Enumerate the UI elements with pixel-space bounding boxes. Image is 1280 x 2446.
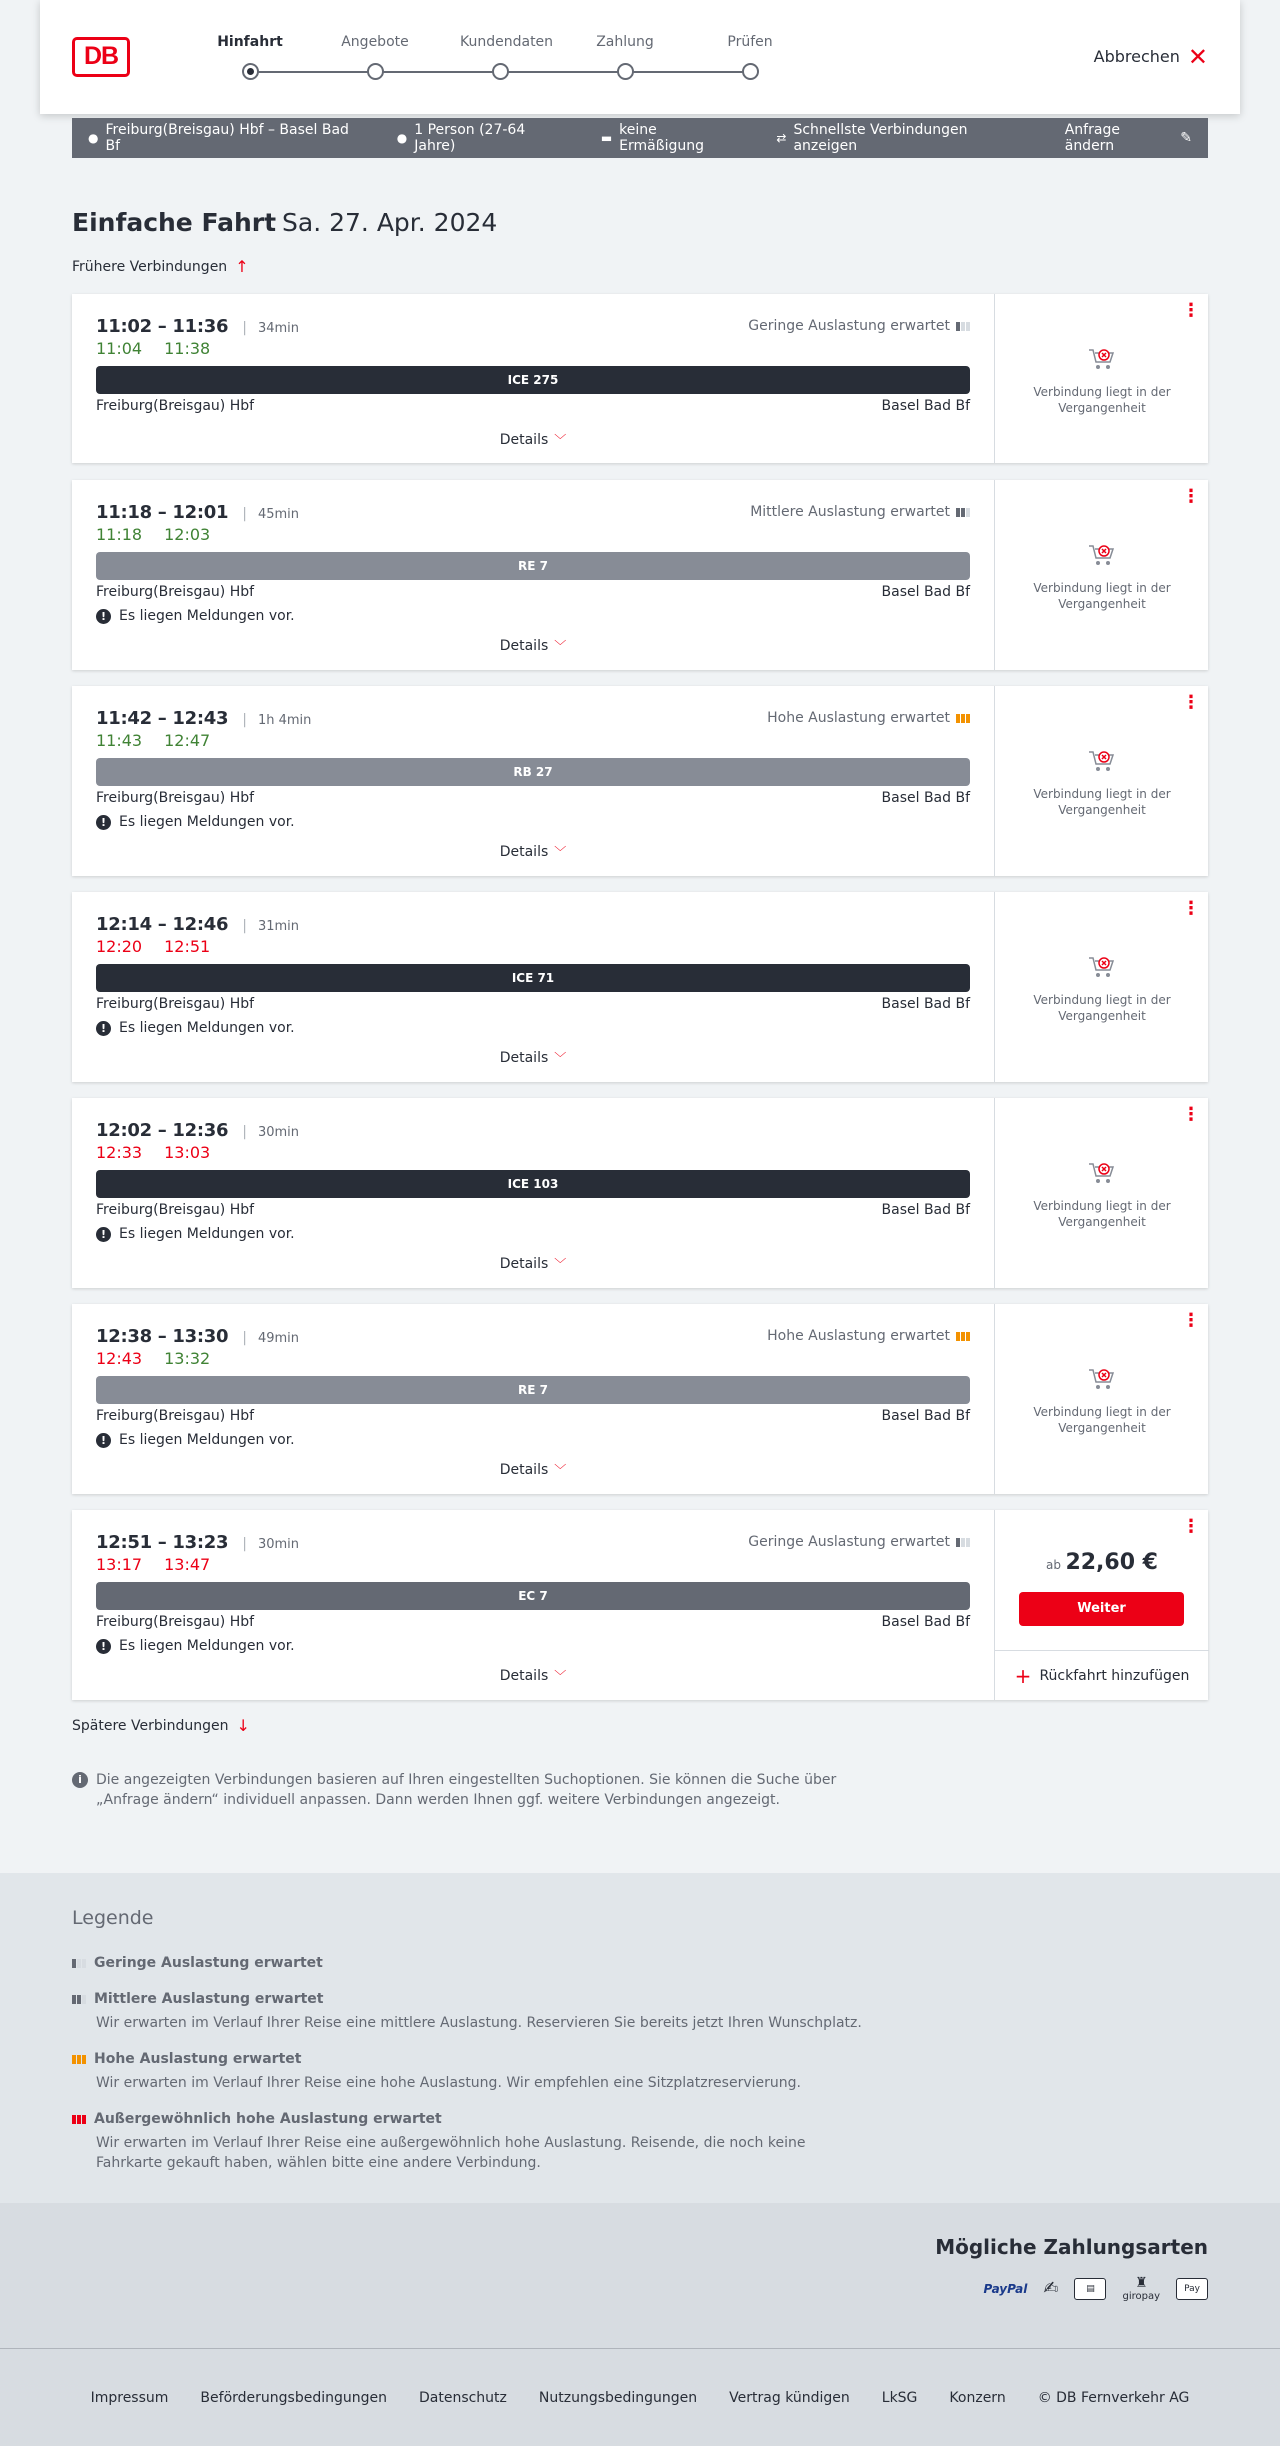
add-return-button[interactable] bbox=[995, 1650, 1209, 1700]
arrow-up-icon: ↑ bbox=[235, 257, 249, 276]
legend-item-description: Wir erwarten im Verlauf Ihrer Reise eine außergewöhnlich hohe Auslastung. Reisende, die noch keine Fahrkarte gekauft haben, wählen bitte eine andere Verbindung. bbox=[96, 2135, 806, 2171]
legend-item-description: Wir erwarten im Verlauf Ihrer Reise eine mittlere Auslastung. Reservieren Sie bereits jetzt Ihren Wunschplatz. bbox=[96, 2015, 862, 2031]
occupancy-extreme-icon bbox=[72, 2115, 86, 2124]
schedule-times bbox=[96, 914, 299, 935]
realtime-times bbox=[96, 525, 210, 544]
pencil-icon: ✎ bbox=[1180, 130, 1193, 146]
search-summary-bar bbox=[72, 118, 1208, 158]
footer bbox=[0, 2348, 1280, 2446]
step-label: Angebote bbox=[341, 34, 409, 50]
warning-icon: ! bbox=[96, 1021, 111, 1036]
connection-main bbox=[72, 1304, 994, 1494]
realtime-arrival: 12:03 bbox=[164, 525, 211, 544]
connection-card[interactable] bbox=[72, 686, 1208, 876]
edit-request-label: Anfrage ändern bbox=[1064, 122, 1120, 154]
step-label: Kundendaten bbox=[460, 34, 554, 50]
past-text: Verbindung liegt in der Vergangenheit bbox=[1033, 1405, 1171, 1435]
past-text: Verbindung liegt in der Vergangenheit bbox=[1033, 787, 1171, 817]
details-label: Details bbox=[499, 1256, 549, 1272]
passenger-text: 1 Person (27-64 Jahre) bbox=[414, 122, 526, 154]
more-options-icon[interactable]: ⋮ bbox=[1182, 1104, 1200, 1125]
disruption-message bbox=[96, 1432, 295, 1448]
legend-item-low bbox=[72, 1955, 872, 1971]
step-angebote bbox=[335, 34, 415, 56]
realtime-departure: 12:20 bbox=[96, 937, 143, 956]
schedule-times bbox=[96, 502, 299, 523]
footer-link-befoerderungsbedingungen[interactable]: Beförderungsbedingungen bbox=[200, 2389, 387, 2406]
occupancy-info bbox=[748, 318, 970, 334]
more-options-icon[interactable]: ⋮ bbox=[1182, 300, 1200, 321]
disruption-message bbox=[96, 1020, 295, 1036]
price-value: 22,60 € bbox=[1065, 1550, 1158, 1575]
offer-panel bbox=[994, 294, 1208, 463]
step-label: Zahlung bbox=[596, 34, 654, 50]
occupancy-high-icon bbox=[956, 1332, 970, 1341]
footer-link-vertrag-kuendigen[interactable]: Vertrag kündigen bbox=[729, 2389, 850, 2406]
cancel-label: Abbrechen bbox=[1093, 47, 1180, 66]
occupancy-text: Hohe Auslastung erwartet bbox=[767, 1328, 950, 1344]
cart-unavailable-icon bbox=[1087, 1366, 1117, 1392]
realtime-arrival: 11:38 bbox=[164, 339, 211, 358]
details-label: Details bbox=[499, 638, 549, 654]
separator: | bbox=[242, 1330, 247, 1346]
separator: | bbox=[242, 320, 247, 336]
cancel-button[interactable] bbox=[1093, 42, 1208, 71]
connection-main bbox=[72, 294, 994, 463]
price bbox=[995, 1550, 1209, 1575]
occupancy-info bbox=[750, 504, 970, 520]
occupancy-medium-icon bbox=[72, 1995, 86, 2004]
step-kundendaten bbox=[460, 34, 554, 56]
origin-station: Freiburg(Breisgau) Hbf bbox=[96, 1408, 255, 1424]
stations bbox=[96, 790, 970, 806]
train-bar: EC 7 bbox=[96, 1582, 970, 1610]
info-text: Die angezeigten Verbindungen basieren auf Ihren eingestellten Suchoptionen. Sie können die Suche über „Anfrage ändern“ individuell anpassen. Dann werden Ihnen ggf. weitere Verbindungen angezeigt. bbox=[96, 1772, 837, 1808]
stations bbox=[96, 1408, 970, 1424]
offer-panel bbox=[994, 1304, 1208, 1494]
connection-main bbox=[72, 892, 994, 1082]
occupancy-info bbox=[748, 1534, 970, 1550]
footer-link-lksg[interactable]: LkSG bbox=[881, 2389, 918, 2406]
train-bar: ICE 71 bbox=[96, 964, 970, 992]
connection-card[interactable] bbox=[72, 1098, 1208, 1288]
legend-section bbox=[0, 1873, 1280, 2203]
offer-panel bbox=[994, 686, 1208, 876]
details-toggle[interactable] bbox=[72, 1461, 994, 1478]
warning-icon: ! bbox=[96, 1433, 111, 1448]
info-icon: i bbox=[72, 1772, 88, 1788]
schedule-times bbox=[96, 708, 311, 729]
realtime-departure: 11:18 bbox=[96, 525, 143, 544]
disruption-message bbox=[96, 608, 295, 624]
payment-methods-title: Mögliche Zahlungsarten bbox=[935, 2235, 1208, 2259]
footer-link-konzern[interactable]: Konzern bbox=[949, 2389, 1006, 2406]
warning-icon: ! bbox=[96, 609, 111, 624]
past-connection-notice bbox=[995, 1160, 1209, 1230]
message-text: Es liegen Meldungen vor. bbox=[119, 1638, 295, 1654]
occupancy-info bbox=[767, 1328, 970, 1344]
realtime-times bbox=[96, 339, 210, 358]
schedule-times bbox=[96, 1532, 299, 1553]
earlier-label: Frühere Verbindungen bbox=[72, 258, 228, 275]
message-text: Es liegen Meldungen vor. bbox=[119, 608, 295, 624]
realtime-arrival: 12:47 bbox=[164, 731, 211, 750]
cart-unavailable-icon bbox=[1087, 748, 1117, 774]
page-title bbox=[72, 208, 497, 237]
origin-station: Freiburg(Breisgau) Hbf bbox=[96, 996, 255, 1012]
schedule-times bbox=[96, 316, 299, 337]
step-pruefen bbox=[710, 34, 790, 56]
step-dot bbox=[492, 63, 509, 80]
step-label: Hinfahrt bbox=[217, 34, 283, 50]
train-bar: RE 7 bbox=[96, 1376, 970, 1404]
legend-title: Legende bbox=[72, 1907, 154, 1929]
planned-time: 12:02 – 12:36 bbox=[96, 1120, 229, 1141]
planned-time: 12:51 – 13:23 bbox=[96, 1532, 229, 1553]
details-label: Details bbox=[499, 1050, 549, 1066]
stations bbox=[96, 1614, 970, 1630]
duration: 1h 4min bbox=[257, 713, 312, 728]
arrow-down-icon: ↓ bbox=[236, 1716, 250, 1735]
disruption-message bbox=[96, 1226, 295, 1242]
occupancy-low-icon bbox=[956, 1538, 970, 1547]
past-text: Verbindung liegt in der Vergangenheit bbox=[1033, 1199, 1171, 1229]
connection-card[interactable] bbox=[72, 480, 1208, 670]
past-connection-notice bbox=[995, 542, 1209, 612]
offer-panel bbox=[994, 1510, 1208, 1700]
chevron-down-icon: ﹀ bbox=[554, 1669, 567, 1683]
past-connection-notice bbox=[995, 954, 1209, 1024]
realtime-departure: 11:04 bbox=[96, 339, 143, 358]
destination-station: Basel Bad Bf bbox=[881, 996, 970, 1012]
legend-item-title: Außergewöhnlich hohe Auslastung erwartet bbox=[94, 2111, 442, 2127]
later-label: Spätere Verbindungen bbox=[72, 1717, 229, 1734]
destination-station: Basel Bad Bf bbox=[881, 790, 970, 806]
giropay-icon: ♜ giropay bbox=[1122, 2275, 1160, 2302]
separator: | bbox=[242, 712, 247, 728]
more-options-icon[interactable]: ⋮ bbox=[1182, 486, 1200, 507]
destination-station: Basel Bad Bf bbox=[881, 1614, 970, 1630]
more-options-icon[interactable]: ⋮ bbox=[1182, 898, 1200, 919]
occupancy-text: Geringe Auslastung erwartet bbox=[748, 1534, 950, 1550]
discount-text: keine Ermäßigung bbox=[619, 122, 704, 154]
continue-button[interactable]: Weiter bbox=[1019, 1592, 1184, 1626]
connection-main bbox=[72, 686, 994, 876]
stations bbox=[96, 584, 970, 600]
route-text: Freiburg(Breisgau) Hbf – Basel Bad Bf bbox=[105, 122, 349, 154]
legend-item-title: Hohe Auslastung erwartet bbox=[94, 2051, 302, 2067]
fastest-text: Schnellste Verbindungen anzeigen bbox=[793, 122, 968, 154]
planned-time: 11:42 – 12:43 bbox=[96, 708, 229, 729]
stations bbox=[96, 398, 970, 414]
connection-card[interactable] bbox=[72, 1304, 1208, 1494]
duration: 30min bbox=[257, 1537, 300, 1552]
cart-unavailable-icon bbox=[1087, 1160, 1117, 1186]
details-toggle[interactable] bbox=[72, 1049, 994, 1066]
cart-unavailable-icon bbox=[1087, 542, 1117, 568]
trip-date: Sa. 27. Apr. 2024 bbox=[282, 208, 498, 237]
realtime-arrival: 12:51 bbox=[164, 937, 211, 956]
past-connection-notice bbox=[995, 1366, 1209, 1436]
past-text: Verbindung liegt in der Vergangenheit bbox=[1033, 385, 1171, 415]
destination-station: Basel Bad Bf bbox=[881, 1408, 970, 1424]
progress-stepper bbox=[210, 34, 773, 84]
details-toggle[interactable] bbox=[72, 1667, 994, 1684]
step-dot bbox=[617, 63, 634, 80]
past-connection-notice bbox=[995, 346, 1209, 416]
separator: | bbox=[242, 1536, 247, 1552]
message-text: Es liegen Meldungen vor. bbox=[119, 814, 295, 830]
chevron-down-icon: ﹀ bbox=[554, 1257, 567, 1271]
bahncard-icon: ▬ bbox=[600, 131, 613, 145]
occupancy-text: Mittlere Auslastung erwartet bbox=[750, 504, 950, 520]
legend-item-high bbox=[72, 2051, 872, 2093]
apple-pay-label: Pay bbox=[1184, 2283, 1200, 2294]
occupancy-text: Hohe Auslastung erwartet bbox=[767, 710, 950, 726]
swap-arrows-icon: ⇄ bbox=[776, 131, 787, 145]
chevron-down-icon: ﹀ bbox=[554, 845, 567, 859]
credit-card-icon: ✍ bbox=[1043, 2278, 1059, 2299]
train-bar: RE 7 bbox=[96, 552, 970, 580]
occupancy-high-icon bbox=[72, 2055, 86, 2064]
disruption-message bbox=[96, 1638, 295, 1654]
chevron-down-icon: ﹀ bbox=[554, 639, 567, 653]
realtime-times bbox=[96, 1349, 210, 1368]
schedule-times bbox=[96, 1326, 299, 1347]
legend-item-extreme bbox=[72, 2111, 872, 2173]
planned-time: 11:18 – 12:01 bbox=[96, 502, 229, 523]
realtime-departure: 13:17 bbox=[96, 1555, 143, 1574]
train-bar: ICE 103 bbox=[96, 1170, 970, 1198]
occupancy-medium-icon bbox=[956, 508, 970, 517]
fastest-summary bbox=[776, 122, 1032, 154]
plus-icon: + bbox=[1014, 1663, 1032, 1688]
legend-item-title: Mittlere Auslastung erwartet bbox=[94, 1991, 324, 2007]
planned-time: 12:38 – 13:30 bbox=[96, 1326, 229, 1347]
train-bar: ICE 275 bbox=[96, 366, 970, 394]
duration: 34min bbox=[257, 321, 300, 336]
cart-unavailable-icon bbox=[1087, 954, 1117, 980]
disruption-message bbox=[96, 814, 295, 830]
price-prefix: ab bbox=[1046, 1558, 1061, 1572]
realtime-arrival: 13:32 bbox=[164, 1349, 211, 1368]
realtime-departure: 11:43 bbox=[96, 731, 143, 750]
footer-copyright: © DB Fernverkehr AG bbox=[1037, 2389, 1190, 2406]
connection-main bbox=[72, 480, 994, 670]
details-label: Details bbox=[499, 844, 549, 860]
origin-station: Freiburg(Breisgau) Hbf bbox=[96, 398, 255, 414]
connection-main bbox=[72, 1510, 994, 1700]
connection-card[interactable] bbox=[72, 892, 1208, 1082]
payment-icons bbox=[984, 2275, 1208, 2302]
separator: | bbox=[242, 506, 247, 522]
offer-panel bbox=[994, 480, 1208, 670]
origin-station: Freiburg(Breisgau) Hbf bbox=[96, 1614, 255, 1630]
header bbox=[40, 0, 1240, 114]
destination-station: Basel Bad Bf bbox=[881, 584, 970, 600]
legend-item-description: Wir erwarten im Verlauf Ihrer Reise eine hohe Auslastung. Wir empfehlen eine Sitzplatzreservierung. bbox=[96, 2075, 801, 2091]
warning-icon: ! bbox=[96, 815, 111, 830]
passenger-summary bbox=[397, 122, 569, 154]
step-dot bbox=[242, 63, 259, 80]
duration: 45min bbox=[257, 507, 300, 522]
search-info-note bbox=[72, 1770, 852, 1810]
details-toggle[interactable] bbox=[72, 637, 994, 654]
realtime-arrival: 13:47 bbox=[164, 1555, 211, 1574]
offer-panel bbox=[994, 1098, 1208, 1288]
origin-station: Freiburg(Breisgau) Hbf bbox=[96, 1202, 255, 1218]
separator: | bbox=[242, 918, 247, 934]
step-label: Prüfen bbox=[727, 34, 773, 50]
separator: | bbox=[242, 1124, 247, 1140]
close-icon: ✕ bbox=[1187, 42, 1208, 71]
schedule-times bbox=[96, 1120, 299, 1141]
edit-request-button[interactable] bbox=[1065, 122, 1192, 154]
origin-station: Freiburg(Breisgau) Hbf bbox=[96, 584, 255, 600]
planned-time: 12:14 – 12:46 bbox=[96, 914, 229, 935]
more-options-icon[interactable]: ⋮ bbox=[1182, 692, 1200, 713]
past-connection-notice bbox=[995, 748, 1209, 818]
connection-main bbox=[72, 1098, 994, 1288]
cart-unavailable-icon bbox=[1087, 346, 1117, 372]
discount-summary bbox=[601, 122, 745, 154]
duration: 49min bbox=[257, 1331, 300, 1346]
warning-icon: ! bbox=[96, 1227, 111, 1242]
earlier-connections-link[interactable] bbox=[72, 257, 249, 276]
origin-station: Freiburg(Breisgau) Hbf bbox=[96, 790, 255, 806]
details-toggle[interactable] bbox=[72, 843, 994, 860]
details-toggle[interactable] bbox=[72, 1255, 994, 1272]
stations bbox=[96, 996, 970, 1012]
realtime-arrival: 13:03 bbox=[164, 1143, 211, 1162]
chevron-down-icon: ﹀ bbox=[554, 1463, 567, 1477]
train-bar: RB 27 bbox=[96, 758, 970, 786]
message-text: Es liegen Meldungen vor. bbox=[119, 1020, 295, 1036]
realtime-departure: 12:43 bbox=[96, 1349, 143, 1368]
db-logo[interactable]: DB bbox=[72, 37, 130, 77]
duration: 31min bbox=[257, 919, 300, 934]
past-text: Verbindung liegt in der Vergangenheit bbox=[1033, 581, 1171, 611]
warning-icon: ! bbox=[96, 1639, 111, 1654]
details-label: Details bbox=[499, 432, 549, 448]
later-connections-link[interactable] bbox=[72, 1716, 250, 1735]
more-options-icon[interactable]: ⋮ bbox=[1182, 1516, 1200, 1537]
occupancy-low-icon bbox=[956, 322, 970, 331]
details-label: Details bbox=[499, 1668, 549, 1684]
connection-card[interactable] bbox=[72, 294, 1208, 463]
past-text: Verbindung liegt in der Vergangenheit bbox=[1033, 993, 1171, 1023]
realtime-times bbox=[96, 1555, 210, 1574]
paypal-icon: PayPal bbox=[983, 2281, 1028, 2296]
giropay-label: giropay bbox=[1122, 2291, 1160, 2302]
legend-item-medium bbox=[72, 1991, 872, 2033]
sepa-debit-icon: ▤ bbox=[1074, 2278, 1106, 2300]
legend-item-title: Geringe Auslastung erwartet bbox=[94, 1955, 323, 1971]
add-return-label: Rückfahrt hinzufügen bbox=[1039, 1667, 1190, 1684]
details-toggle[interactable] bbox=[72, 431, 994, 448]
destination-station: Basel Bad Bf bbox=[881, 1202, 970, 1218]
route-summary bbox=[88, 122, 365, 154]
step-hinfahrt bbox=[210, 34, 290, 56]
realtime-times bbox=[96, 937, 210, 956]
duration: 30min bbox=[257, 1125, 300, 1140]
payment-methods-section bbox=[0, 2203, 1280, 2348]
step-zahlung bbox=[585, 34, 665, 56]
message-text: Es liegen Meldungen vor. bbox=[119, 1432, 295, 1448]
footer-link-nutzungsbedingungen[interactable]: Nutzungsbedingungen bbox=[538, 2389, 698, 2406]
person-icon: ● bbox=[396, 131, 408, 145]
offer-panel bbox=[994, 892, 1208, 1082]
chevron-down-icon: ﹀ bbox=[554, 1051, 567, 1065]
chevron-down-icon: ﹀ bbox=[554, 433, 567, 447]
apple-pay-icon bbox=[1176, 2278, 1208, 2300]
stations bbox=[96, 1202, 970, 1218]
location-pin-icon: ● bbox=[88, 131, 99, 145]
realtime-departure: 12:33 bbox=[96, 1143, 143, 1162]
realtime-times bbox=[96, 731, 210, 750]
more-options-icon[interactable]: ⋮ bbox=[1182, 1310, 1200, 1331]
occupancy-info bbox=[767, 710, 970, 726]
realtime-times bbox=[96, 1143, 210, 1162]
footer-link-datenschutz[interactable]: Datenschutz bbox=[418, 2389, 507, 2406]
occupancy-text: Geringe Auslastung erwartet bbox=[748, 318, 950, 334]
connection-card[interactable] bbox=[72, 1510, 1208, 1700]
step-dot bbox=[367, 63, 384, 80]
details-label: Details bbox=[499, 1462, 549, 1478]
planned-time: 11:02 – 11:36 bbox=[96, 316, 229, 337]
occupancy-low-icon bbox=[72, 1959, 86, 1968]
destination-station: Basel Bad Bf bbox=[881, 398, 970, 414]
trip-type: Einfache Fahrt bbox=[72, 208, 277, 237]
occupancy-high-icon bbox=[956, 714, 970, 723]
footer-link-impressum[interactable]: Impressum bbox=[90, 2389, 169, 2406]
step-dot bbox=[742, 63, 759, 80]
message-text: Es liegen Meldungen vor. bbox=[119, 1226, 295, 1242]
